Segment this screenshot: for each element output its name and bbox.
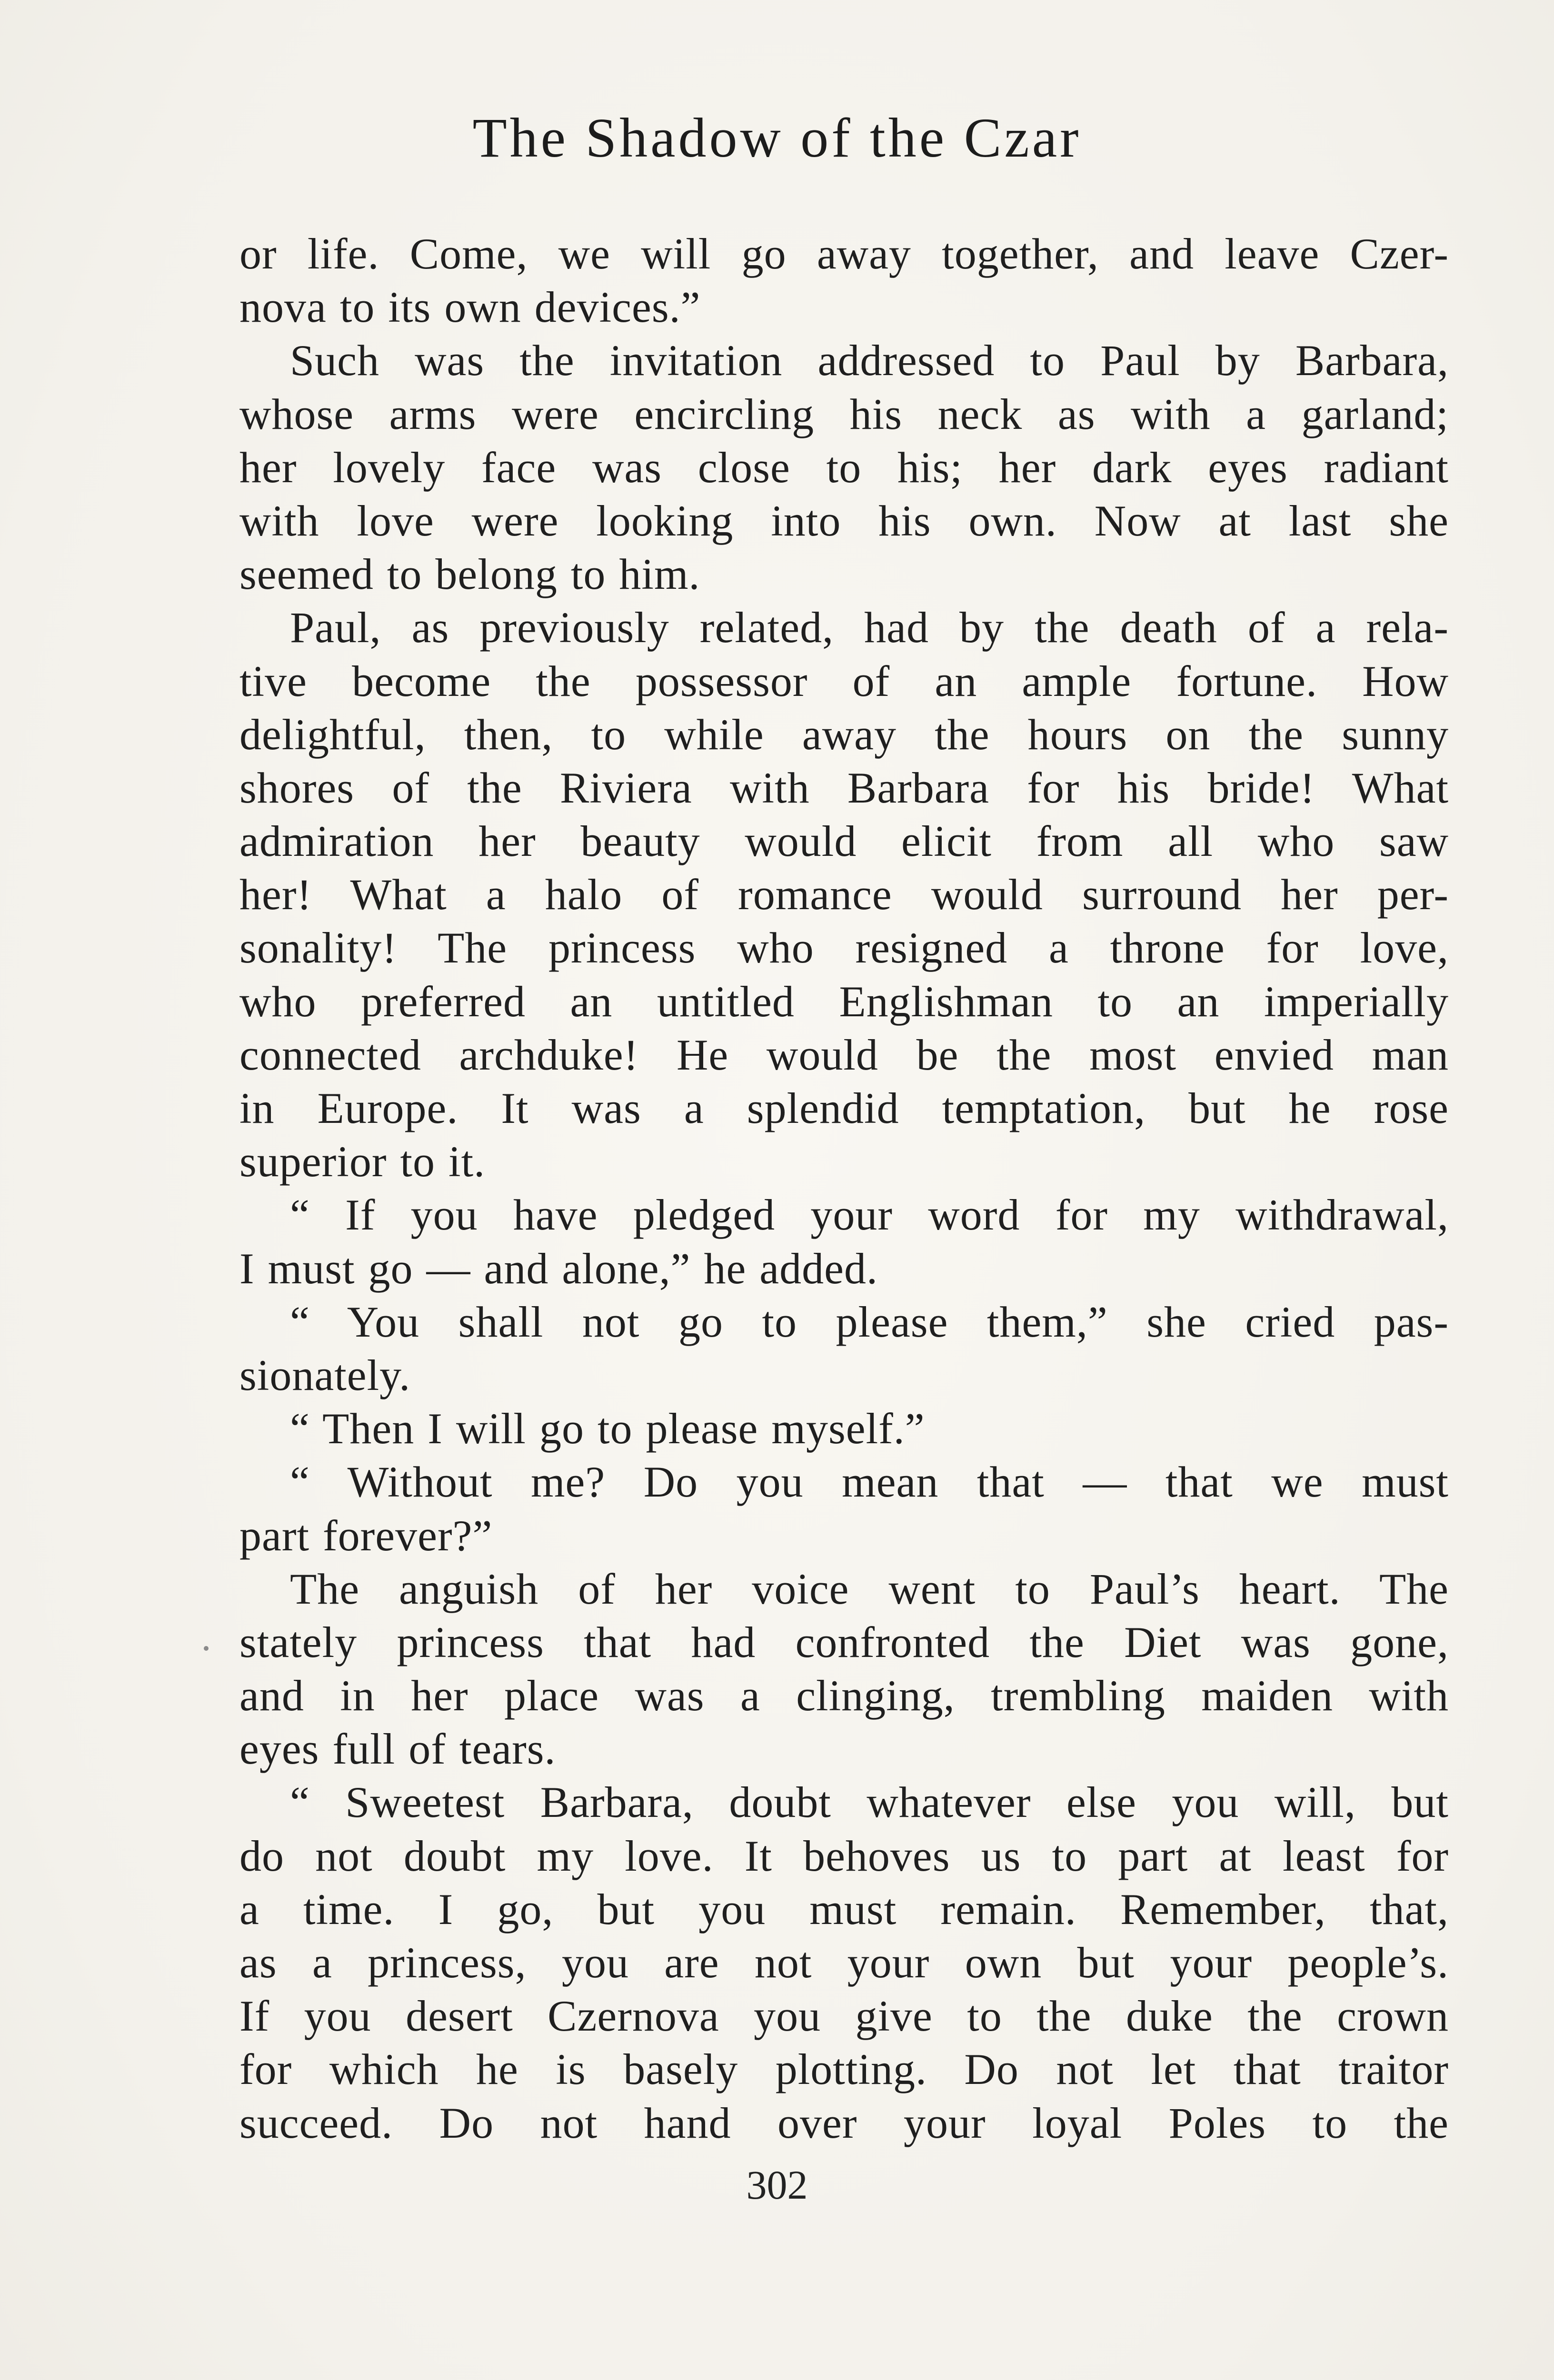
text-line: “ If you have pledged your word for my withdrawal,: [290, 1190, 1449, 1240]
running-head: The Shadow of the Czar: [472, 107, 1082, 169]
text-line: “ You shall not go to please them,” she cried pas-: [290, 1297, 1449, 1346]
text-line: “ Without me? Do you mean that — that we must: [290, 1458, 1449, 1507]
text-line: nova to its own devices.”: [239, 283, 701, 332]
text-line: “ Then I will go to please myself.”: [290, 1404, 925, 1453]
text-line: and in her place was a clinging, trembling maiden with: [239, 1671, 1449, 1720]
margin-speck: [204, 1646, 209, 1651]
text-line: connected archduke! He would be the most envied man: [239, 1030, 1449, 1079]
text-line: her lovely face was close to his; her dark eyes radiant: [239, 443, 1449, 492]
text-line: seemed to belong to him.: [239, 550, 700, 599]
text-line: do not doubt my love. It behoves us to part at least for: [239, 1831, 1449, 1880]
text-line: shores of the Riviera with Barbara for his bride! What: [239, 763, 1449, 812]
text-line: The anguish of her voice went to Paul’s heart. The: [290, 1564, 1449, 1613]
text-line: sonality! The princess who resigned a throne for love,: [239, 923, 1449, 972]
text-line: succeed. Do not hand over your loyal Poles to the: [239, 2098, 1449, 2147]
text-line: whose arms were encircling his neck as with a garland;: [239, 389, 1449, 438]
text-line: sionately.: [239, 1350, 411, 1399]
text-line: in Europe. It was a splendid temptation, but he rose: [239, 1084, 1449, 1132]
text-line: stately princess that had confronted the Diet was gone,: [239, 1617, 1449, 1666]
text-line: a time. I go, but you must remain. Remember, that,: [239, 1884, 1449, 1934]
text-line: superior to it.: [239, 1137, 486, 1186]
text-line: as a princess, you are not your own but your people’s.: [239, 1938, 1449, 1987]
text-line: for which he is basely plotting. Do not let that traitor: [239, 2045, 1449, 2094]
body-text: [239, 227, 1449, 2150]
text-line: delightful, then, to while away the hours on the sunny: [239, 710, 1449, 759]
text-line: her! What a halo of romance would surround her per-: [239, 870, 1449, 919]
text-line: tive become the possessor of an ample fortune. How: [239, 656, 1449, 705]
text-line: admiration her beauty would elicit from all who saw: [239, 817, 1449, 866]
text-line: or life. Come, we will go away together, and leave Czer-: [239, 229, 1449, 278]
text-line: eyes full of tears.: [239, 1725, 556, 1774]
text-line: “ Sweetest Barbara, doubt whatever else you will, but: [290, 1778, 1449, 1827]
text-line: I must go — and alone,” he added.: [239, 1244, 878, 1293]
text-line: Paul, as previously related, had by the death of a rela-: [290, 603, 1449, 652]
page-number: 302: [746, 2162, 808, 2208]
text-line: Such was the invitation addressed to Paul by Barbara,: [290, 336, 1449, 385]
text-line: with love were looking into his own. Now at last she: [239, 496, 1449, 545]
text-line: part forever?”: [239, 1511, 493, 1560]
text-line: If you desert Czernova you give to the duke the crown: [239, 1992, 1449, 2041]
text-line: who preferred an untitled Englishman to an imperially: [239, 977, 1449, 1026]
